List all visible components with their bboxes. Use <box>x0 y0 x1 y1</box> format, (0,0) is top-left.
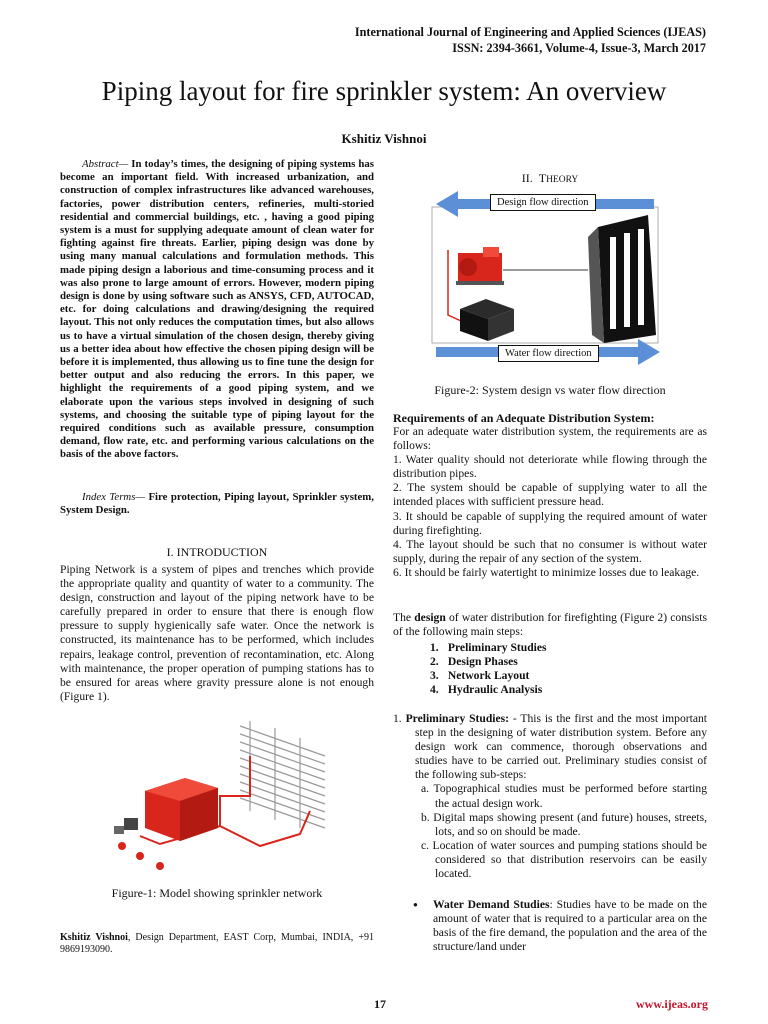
prelim-substep: c. Location of water sources and pumping stations should be considered so that distribution reservoirs can be easily located. <box>421 838 707 881</box>
figure-2-caption: Figure-2: System design vs water flow direction <box>434 383 666 397</box>
abstract-text: In today’s times, the designing of piping systems has become an important field. With increased urbanization, and construction of complex infrastructures like advanced warehouses, factories, power distribution centers, refineries, multi-storied residential and commercial buildings, etc. , having a good piping system is a must for supplying adequate amount of clean water for fighting against fire threats. Earlier, piping design was done by using many manual calculations and formulation methods. This made piping design a laborious and time-consuming process and it was also prone to large amount of errors. However, modern piping design is done by using software such as ANSYS, CFD, AUTOCAD, etc. for doing calculations and drawing/designing the required layout. This not only reduces the computation times, but also allows us to have a virtual simulation of the chosen design, thereby giving us a better idea about how effective the chosen piping design will be before it is implemented, thus allowing us to fine tune the design for better output and also reducing the errors. In this paper, we highlight the requirements of a good piping system, and we elaborate upon the various steps involved in designing of such systems, and choosing the suitable type of piping layout for the required conditions such as available pressure, consumption demand, flow rate, etc. and performing various calculations on the basis of the above factors. <box>60 158 374 461</box>
requirement-item: 4. The layout should be such that no consumer is without water supply, during the repair of any section of the system. <box>393 537 707 565</box>
introduction-text: Piping Network is a system of pipes and trenches which provide the appropriate quality and quantity of water to a community. The design, construction and layout of the piping network have to be carefully prepared in order to ensure that there is enough flow pressure to supply hygienically safe water. Once the network is constructed, its maintenance has to be performed, which includes repairs, leakage control, prevention of recontamination, etc. Along with maintenance, the proper operation of pumping stations has to be ensured for areas where gravity pressure alone is not enough (Figure 1). <box>60 563 374 703</box>
bullet-icon: ● <box>413 900 418 909</box>
paper-title: Piping layout for fire sprinkler system: An overview <box>101 76 667 106</box>
figure-2-graphic <box>428 185 668 367</box>
design-step: 4. Hydraulic Analysis <box>430 683 543 697</box>
design-flow-label: Design flow direction <box>490 194 596 211</box>
abstract-label: Abstract <box>82 158 119 170</box>
requirement-item: 3. It should be capable of supplying the required amount of water during firefighting. <box>393 509 707 537</box>
requirements-intro: For an adequate water distribution system, the requirements are as follows: <box>393 425 707 453</box>
design-para-post: of water distribution for firefighting (Figure 2) consists of the following main steps: <box>393 611 707 639</box>
requirements-heading: Requirements of an Adequate Distribution System: <box>393 411 655 425</box>
figure-1-sprinkler-model <box>100 716 340 876</box>
fire-pump-tank <box>114 778 218 841</box>
theory-heading-first-letter: T <box>538 171 547 185</box>
journal-name: International Journal of Engineering and Applied Sciences (IJEAS) <box>354 25 706 39</box>
requirements-list <box>393 425 707 580</box>
water-flow-label: Water flow direction <box>498 345 599 362</box>
design-paragraph <box>393 611 707 639</box>
design-steps-list <box>430 641 547 697</box>
footnote-text: , Design Department, EAST Corp, Mumbai, INDIA, +91 9869193090. <box>60 932 374 956</box>
preliminary-studies <box>393 712 707 881</box>
page-number: 17 <box>374 997 386 1011</box>
design-para-bold: design <box>414 611 446 624</box>
water-demand-head: Water Demand Studies <box>433 898 550 911</box>
requirement-item: 6. It should be fairly watertight to minimize losses due to leakage. <box>393 565 700 579</box>
journal-header <box>355 24 706 56</box>
index-terms-text: Fire protection, Piping layout, Sprinkler system, System Design. <box>60 491 374 517</box>
section-heading-theory <box>393 171 707 186</box>
building-icon <box>588 215 656 343</box>
footnote-author-name: Kshitiz Vishnoi <box>60 932 128 943</box>
prelim-substep: a. Topographical studies must be performed before starting the actual design work. <box>421 782 707 810</box>
index-terms: Index Terms— Fire protection, Piping layout, Sprinkler system, System Design. <box>60 491 374 517</box>
sprinkler-branch-pipes <box>240 721 325 828</box>
journal-website-link[interactable]: www.ijeas.org <box>636 997 708 1011</box>
design-step: 2. Design Phases <box>430 655 518 669</box>
design-step: 3. Network Layout <box>430 669 530 683</box>
figure-1-caption: Figure-1: Model showing sprinkler network <box>111 886 323 900</box>
journal-issn: ISSN: 2394-3661, Volume-4, Issue-3, March 2017 <box>452 41 706 55</box>
abstract: Abstract— In today’s times, the designing of piping systems has become an important field. With increased urbanization, and construction of complex infrastructures like advanced warehouses, factories, power distribution centers, refineries, multi-storied residential and commercial buildings, etc. , having a good piping system is a must for supplying adequate amount of clean water for fighting against fire threats. Earlier, piping design was done by using many manual calculations and formulation methods. This made piping design a laborious and time-consuming process and it was also prone to large amount of errors. However, modern piping design is done by using software such as ANSYS, CFD, AUTOCAD, etc. for doing calculations and drawing/designing the required layout. This not only reduces the computation times, but also allows us to have a virtual simulation of the chosen design, thereby giving us a better idea about how effective the chosen piping design will be before it is implemented, thus allowing us to fine tune the design for better output and also reducing the errors. In this paper, we highlight the requirements of a good piping system, and we elaborate upon the various steps involved in designing of such systems, and choosing the suitable type of piping layout for the required conditions such as available pressure, consumption demand, flow rate, etc. and performing various calculations on the basis of the above factors. <box>60 158 374 461</box>
design-step: 1. Preliminary Studies <box>430 641 547 654</box>
figure-2-system-design <box>428 185 668 367</box>
prelim-text: - This is the first and the most important step in the designing of water distribution system. Before any design work can commence, thorough observations and studies have to be carried out. Preliminary studies consist of the following sub-steps: <box>415 712 708 782</box>
water-demand-studies <box>413 898 707 954</box>
preliminary-studies-intro <box>393 712 707 782</box>
water-demand-text: : Studies have to be made on the amount of water that is required to a particular area on the basis of the fire demand, the population and the area of the structure/land under <box>433 898 707 954</box>
section-heading-introduction: I. INTRODUCTION <box>166 545 268 559</box>
requirement-item: 1. Water quality should not deteriorate while flowing through the distribution pipes. <box>393 453 707 481</box>
requirement-item: 2. The system should be capable of supplying water to all the intended places with sufficient pressure head. <box>393 481 707 509</box>
theory-heading-rest: HEORY <box>546 175 579 185</box>
prelim-substep: b. Digital maps showing present (and future) houses, streets, lots, and so on should be made. <box>421 810 707 838</box>
theory-heading-number: II. <box>521 171 533 185</box>
valves <box>118 842 164 870</box>
prelim-head: Preliminary Studies: <box>405 712 510 725</box>
prelim-num: 1. <box>393 712 402 725</box>
author-footnote <box>60 932 374 956</box>
author-name: Kshitiz Vishnoi <box>341 131 427 146</box>
design-para-pre: The <box>393 611 415 624</box>
index-terms-label: Index Terms <box>82 491 136 503</box>
